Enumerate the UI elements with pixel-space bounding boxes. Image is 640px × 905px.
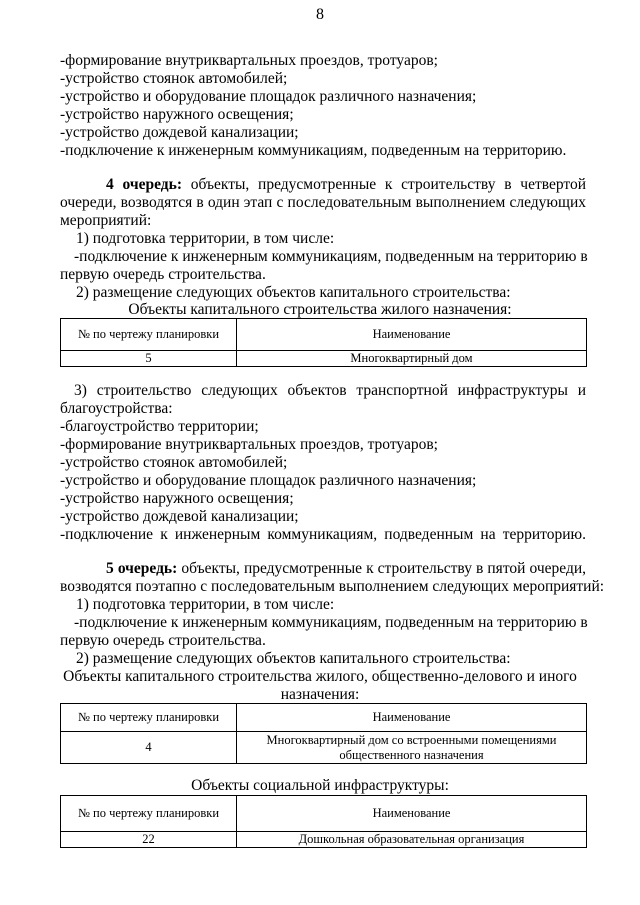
cell-name xyxy=(237,732,587,764)
col-header-number: № по чертежу планировки xyxy=(61,704,237,732)
q4-item3-line1: 3) строительство следующих объектов транспортной инфраструктуры и xyxy=(74,382,586,399)
list-item: -подключение к инженерным коммуникациям, подведенным на территорию. xyxy=(60,142,567,159)
list-item: -формирование внутриквартальных проездов, тротуаров; xyxy=(60,52,438,69)
q5-table-caption-line1: Объекты капитального строительства жилого, общественно-делового и иного xyxy=(63,668,577,685)
q4-sub1-line1: -подключение к инженерным коммуникациям, подведенным на территорию в xyxy=(74,248,588,265)
list-item: -устройство дождевой канализации; xyxy=(60,508,299,525)
list-item: -устройство наружного освещения; xyxy=(60,490,294,507)
q5-sub1-line2: первую очередь строительства. xyxy=(60,632,266,649)
list-item: -устройство и оборудование площадок различного назначения; xyxy=(60,472,477,489)
q4-heading: 4 очередь: xyxy=(106,176,182,193)
col-header-number: № по чертежу планировки xyxy=(61,796,237,832)
table-header-row xyxy=(61,704,587,732)
q4-intro-line1 xyxy=(60,176,586,193)
list-item: -устройство и оборудование площадок различного назначения; xyxy=(60,88,477,105)
table-row xyxy=(61,832,587,848)
q4-item1: 1) подготовка территории, в том числе: xyxy=(76,230,335,247)
q5-item2: 2) размещение следующих объектов капитального строительства: xyxy=(76,650,511,667)
q4-item3-line2: благоустройства: xyxy=(60,400,173,417)
col-header-name: Наименование xyxy=(237,796,587,832)
page-number: 8 xyxy=(316,6,324,23)
q5-intro-line1 xyxy=(60,560,586,577)
q5-objects-table xyxy=(60,703,587,764)
col-header-name: Наименование xyxy=(237,704,587,732)
cell-number: 4 xyxy=(61,732,237,764)
table-header-row xyxy=(61,319,587,351)
list-item: -подключение к инженерным коммуникациям, подведенным на территорию. xyxy=(60,526,586,543)
list-item: -устройство стоянок автомобилей; xyxy=(60,454,288,471)
table-row xyxy=(61,732,587,764)
cell-name: Дошкольная образовательная организация xyxy=(237,832,587,848)
q5-sub1-line1: -подключение к инженерным коммуникациям, подведенным на территорию в xyxy=(74,614,588,631)
cell-number: 5 xyxy=(61,351,237,367)
cell-name-line1: Многоквартирный дом со встроенными помещениями xyxy=(266,732,557,747)
table-header-row xyxy=(61,796,587,832)
col-header-number: № по чертежу планировки xyxy=(61,319,237,351)
q4-item2: 2) размещение следующих объектов капитального строительства: xyxy=(76,284,511,301)
q4-intro-text: объекты, предусмотренные к строительству в четвертой xyxy=(181,176,587,193)
list-item: -формирование внутриквартальных проездов, тротуаров; xyxy=(60,436,438,453)
list-item: -устройство наружного освещения; xyxy=(60,106,294,123)
list-item: -благоустройство территории; xyxy=(60,418,259,435)
q4-objects-table xyxy=(60,318,587,367)
q4-sub1-line2: первую очередь строительства. xyxy=(60,266,266,283)
q4-table-caption: Объекты капитального строительства жилого назначения: xyxy=(128,301,512,318)
q4-intro-line2: очереди, возводятся в один этап с последовательным выполнением следующих xyxy=(60,194,586,211)
col-header-name: Наименование xyxy=(237,319,587,351)
q5-intro-text: объекты, предусмотренные к строительству в пятой очереди, xyxy=(177,560,586,577)
q5-social-caption: Объекты социальной инфраструктуры: xyxy=(191,777,449,794)
q5-intro-line2: возводятся поэтапно с последовательным выполнением следующих мероприятий: xyxy=(60,578,605,595)
q5-item1: 1) подготовка территории, в том числе: xyxy=(76,596,335,613)
q5-table-caption-line2: назначения: xyxy=(280,686,360,703)
cell-name: Многоквартирный дом xyxy=(237,351,587,367)
q4-intro-line3: мероприятий: xyxy=(60,212,152,229)
q5-social-table xyxy=(60,795,587,848)
list-item: -устройство стоянок автомобилей; xyxy=(60,70,288,87)
cell-number: 22 xyxy=(61,832,237,848)
q5-heading: 5 очередь: xyxy=(106,560,178,577)
list-item: -устройство дождевой канализации; xyxy=(60,124,299,141)
cell-name-line2: общественного назначения xyxy=(339,747,484,762)
table-row xyxy=(61,351,587,367)
